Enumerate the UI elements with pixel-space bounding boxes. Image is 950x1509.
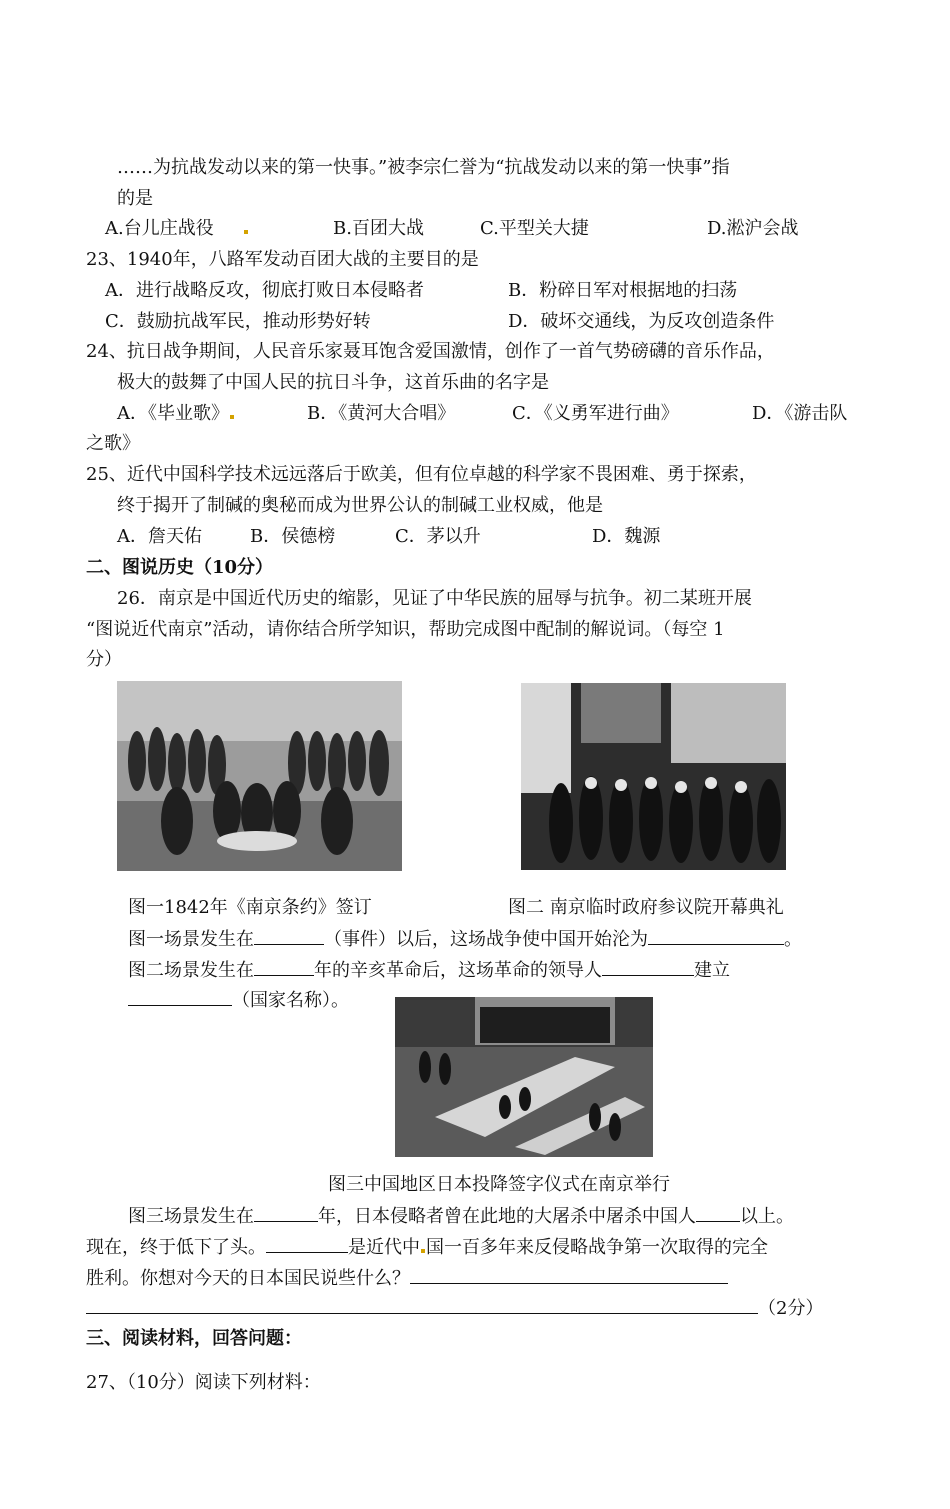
q24-option-c[interactable]: C．《义勇军进行曲》 xyxy=(512,403,679,424)
q26-fill-line2: 图二场景发生在 年的辛亥革命后，这场革命的领导人 建立 xyxy=(128,957,730,984)
q24-option-b[interactable]: B．《黄河大合唱》 xyxy=(307,403,456,424)
photo-provisional-senate xyxy=(521,683,786,870)
q23-option-c[interactable]: C．鼓励抗战军民，推动形势好转 xyxy=(105,311,371,332)
q22-stem-line2: 的是 xyxy=(117,188,153,209)
blank-country-name[interactable] xyxy=(128,987,232,1006)
q26-intro-line1: 26．南京是中国近代历史的缩影，见证了中华民族的屈辱与抗争。初二某班开展 xyxy=(117,588,752,609)
q24-option-d[interactable]: D．《游击队 xyxy=(752,403,848,424)
q26-fill-line5: 现在，终于低下了头。 是近代中 国一百多年来反侵略战争第一次取得的完全 xyxy=(86,1234,768,1261)
highlight-mark xyxy=(421,1249,425,1253)
blank-year[interactable] xyxy=(254,957,314,976)
q23-option-b[interactable]: B．粉碎日军对根据地的扫荡 xyxy=(508,280,738,301)
photo-surrender-ceremony xyxy=(395,997,653,1157)
q26-fill-line4: 图三场景发生在 年，日本侵略者曾在此地的大屠杀中屠杀中国人 以上。 xyxy=(128,1203,794,1230)
q22-option-a[interactable]: A.台儿庄战役 xyxy=(105,216,249,242)
q25-option-a[interactable]: A．詹天佑 xyxy=(117,526,202,547)
caption-figure-1: 图一1842年《南京条约》签订 xyxy=(128,897,372,918)
blank-society-type[interactable] xyxy=(648,926,784,945)
photo-treaty-of-nanking xyxy=(117,681,402,871)
q23-option-a[interactable]: A．进行战略反攻，彻底打败日本侵略者 xyxy=(105,280,424,301)
q24-option-a[interactable]: A．《毕业歌》 xyxy=(117,401,235,427)
section-2-title: 二、图说历史（10分） xyxy=(86,557,274,578)
q22-option-c[interactable]: C.平型关大捷 xyxy=(480,218,589,239)
blank-leader[interactable] xyxy=(602,957,694,976)
q22-option-b[interactable]: B.百团大战 xyxy=(333,218,424,239)
blank-war-name[interactable] xyxy=(266,1234,348,1253)
q26-fill-line6: 胜利。你想对今天的日本国民说些什么？ xyxy=(86,1265,728,1292)
q27-stem: 27、（10分）阅读下列材料： xyxy=(86,1372,321,1393)
highlight-mark xyxy=(230,415,234,419)
blank-surrender-year[interactable] xyxy=(254,1203,318,1222)
q26-intro-line2: “图说近代南京”活动，请你结合所学知识，帮助完成图中配制的解说词。（每空 1 xyxy=(86,619,725,640)
caption-figure-2: 图二 南京临时政府参议院开幕典礼 xyxy=(508,897,784,918)
q25-stem-line2: 终于揭开了制碱的奥秘而成为世界公认的制碱工业权威，他是 xyxy=(117,495,603,516)
q26-intro-line3: 分） xyxy=(86,649,122,670)
q25-option-c[interactable]: C．茅以升 xyxy=(395,526,481,547)
section-3-title: 三、阅读材料，回答问题： xyxy=(86,1328,302,1349)
blank-event[interactable] xyxy=(254,926,324,945)
caption-figure-3: 图三中国地区日本投降签字仪式在南京举行 xyxy=(328,1174,670,1195)
blank-message-line2[interactable] xyxy=(86,1295,758,1314)
q26-fill-line1: 图一场景发生在 （事件）以后，这场战争使中国开始沦为 。 xyxy=(128,926,802,953)
q26-fill-line7: （2分） xyxy=(86,1295,823,1322)
q22-option-d[interactable]: D.淞沪会战 xyxy=(707,218,799,239)
q24-stem-line1: 24、抗日战争期间，人民音乐家聂耳饱含爱国激情，创作了一首气势磅礴的音乐作品， xyxy=(86,341,775,362)
q23-stem: 23、1940年，八路军发动百团大战的主要目的是 xyxy=(86,249,479,270)
blank-message-line1[interactable] xyxy=(410,1265,728,1284)
q26-fill-line3: （国家名称）。 xyxy=(128,987,349,1014)
q22-stem-line1: ……为抗战发动以来的第一快事。”被李宗仁誉为“抗战发动以来的第一快事”指 xyxy=(117,157,730,178)
q24-stem-line2: 极大的鼓舞了中国人民的抗日斗争，这首乐曲的名字是 xyxy=(117,372,549,393)
highlight-mark xyxy=(244,230,248,234)
q23-option-d[interactable]: D．破坏交通线，为反攻创造条件 xyxy=(508,311,775,332)
q25-option-d[interactable]: D．魏源 xyxy=(592,526,661,547)
q25-stem-line1: 25、近代中国科学技术远远落后于欧美，但有位卓越的科学家不畏困难、勇于探索， xyxy=(86,464,757,485)
blank-death-toll[interactable] xyxy=(696,1203,740,1222)
q25-option-b[interactable]: B．侯德榜 xyxy=(250,526,336,547)
q24-option-d-cont: 之歌》 xyxy=(86,433,140,454)
